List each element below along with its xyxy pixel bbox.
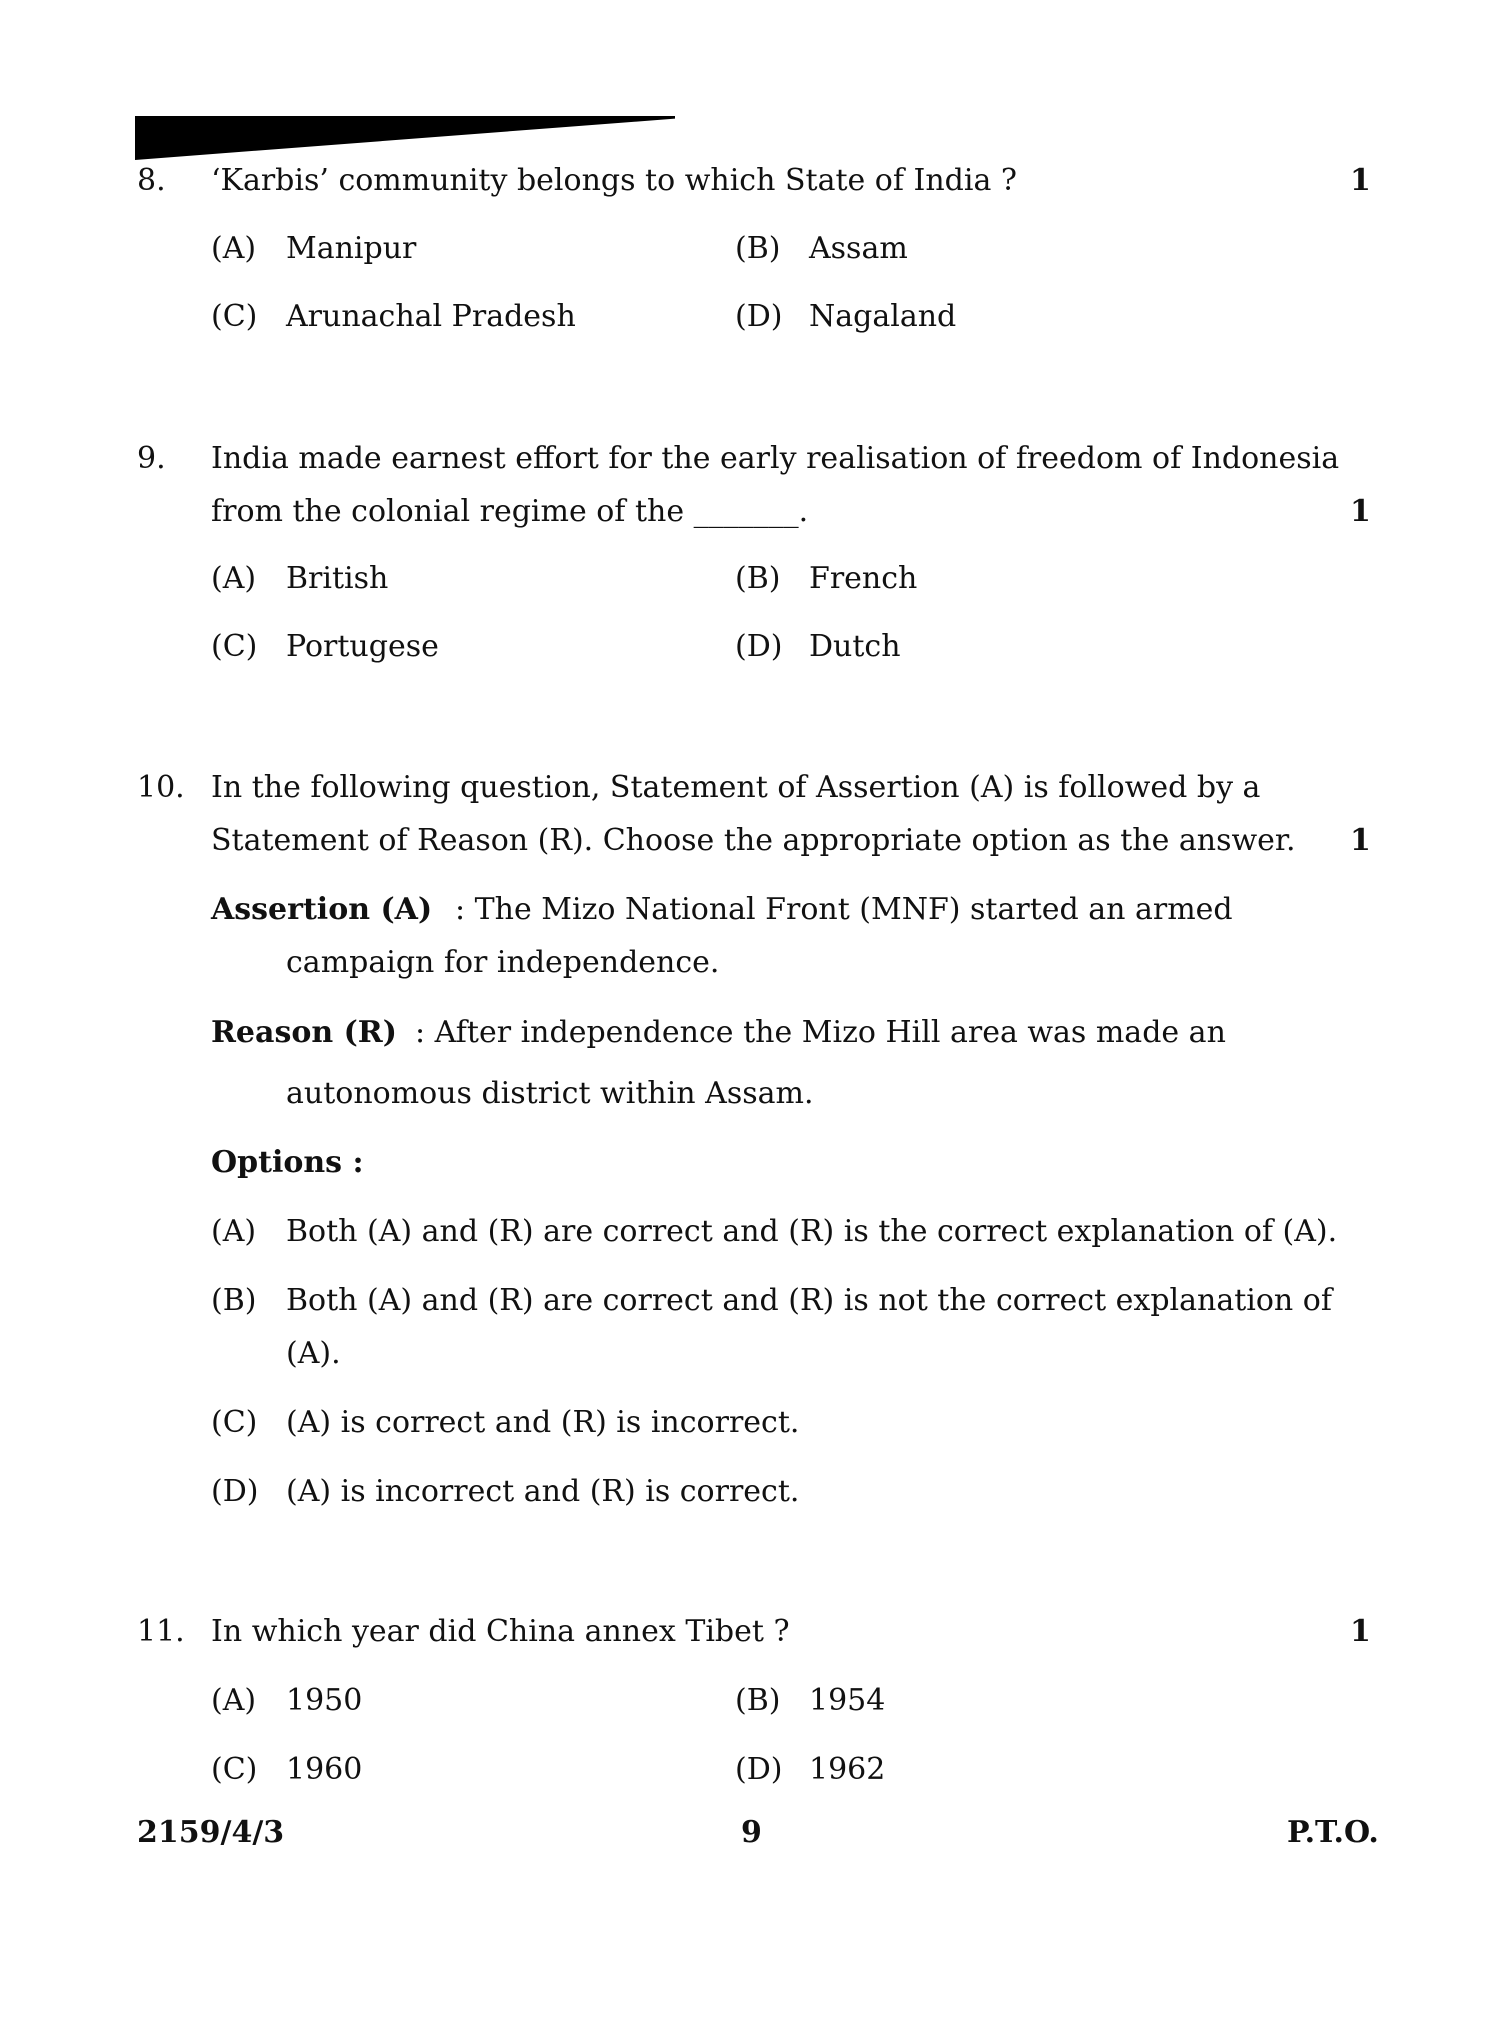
assertion-text: campaign for independence. — [286, 945, 720, 980]
option-label: (A) — [211, 231, 257, 266]
option-label: (D) — [211, 1474, 259, 1509]
reason-label: Reason (R) — [211, 1015, 397, 1050]
option-text: Manipur — [286, 231, 417, 266]
option-text: Assam — [809, 231, 908, 266]
option-text: 1950 — [286, 1683, 363, 1718]
paper-code: 2159/4/3 — [137, 1815, 285, 1850]
option-text: 1960 — [286, 1752, 363, 1787]
question-marks: 1 — [1350, 1614, 1371, 1649]
reason-text: : After independence the Mizo Hill area was made an — [415, 1015, 1226, 1050]
options-heading: Options : — [211, 1145, 364, 1180]
reason-text: autonomous district within Assam. — [286, 1076, 814, 1111]
option-text: Nagaland — [809, 299, 957, 334]
option-text: Portugese — [286, 629, 439, 664]
option-label: (C) — [211, 629, 258, 664]
redaction-bar — [135, 116, 675, 160]
option-label: (C) — [211, 299, 258, 334]
page-number: 9 — [741, 1815, 762, 1850]
option-label: (A) — [211, 561, 257, 596]
option-text: (A). — [286, 1336, 341, 1371]
question-marks: 1 — [1350, 823, 1371, 858]
assertion-label: Assertion (A) — [211, 892, 433, 927]
option-text: Both (A) and (R) are correct and (R) is not the correct explanation of — [286, 1283, 1332, 1318]
option-text: British — [286, 561, 389, 596]
option-text: 1962 — [809, 1752, 886, 1787]
option-label: (A) — [211, 1214, 257, 1249]
option-text: French — [809, 561, 918, 596]
question-number: 8. — [137, 163, 166, 198]
question-number: 11. — [137, 1614, 185, 1649]
option-text: (A) is incorrect and (R) is correct. — [286, 1474, 800, 1509]
option-text: Dutch — [809, 629, 901, 664]
option-label: (B) — [735, 1683, 781, 1718]
option-text: (A) is correct and (R) is incorrect. — [286, 1405, 800, 1440]
option-label: (D) — [735, 629, 783, 664]
option-label: (C) — [211, 1752, 258, 1787]
assertion-text: : The Mizo National Front (MNF) started an armed — [455, 892, 1233, 927]
option-label: (D) — [735, 1752, 783, 1787]
question-text: ‘Karbis’ community belongs to which State of India ? — [211, 163, 1017, 198]
option-label: (D) — [735, 299, 783, 334]
question-text-line: from the colonial regime of the _______. — [211, 494, 809, 529]
question-number: 9. — [137, 441, 166, 476]
question-text-line: India made earnest effort for the early realisation of freedom of Indonesia — [211, 441, 1340, 476]
option-text: 1954 — [809, 1683, 886, 1718]
option-label: (B) — [735, 231, 781, 266]
please-turn-over: P.T.O. — [1287, 1815, 1379, 1850]
question-marks: 1 — [1350, 163, 1371, 198]
option-text: Arunachal Pradesh — [286, 299, 576, 334]
option-label: (A) — [211, 1683, 257, 1718]
question-number: 10. — [137, 770, 185, 805]
question-text-line: In the following question, Statement of Assertion (A) is followed by a — [211, 770, 1261, 805]
question-marks: 1 — [1350, 494, 1371, 529]
option-label: (B) — [735, 561, 781, 596]
option-label: (B) — [211, 1283, 257, 1318]
question-text-line: Statement of Reason (R). Choose the appropriate option as the answer. — [211, 823, 1296, 858]
question-text: In which year did China annex Tibet ? — [211, 1614, 790, 1649]
option-text: Both (A) and (R) are correct and (R) is the correct explanation of (A). — [286, 1214, 1338, 1249]
option-label: (C) — [211, 1405, 258, 1440]
